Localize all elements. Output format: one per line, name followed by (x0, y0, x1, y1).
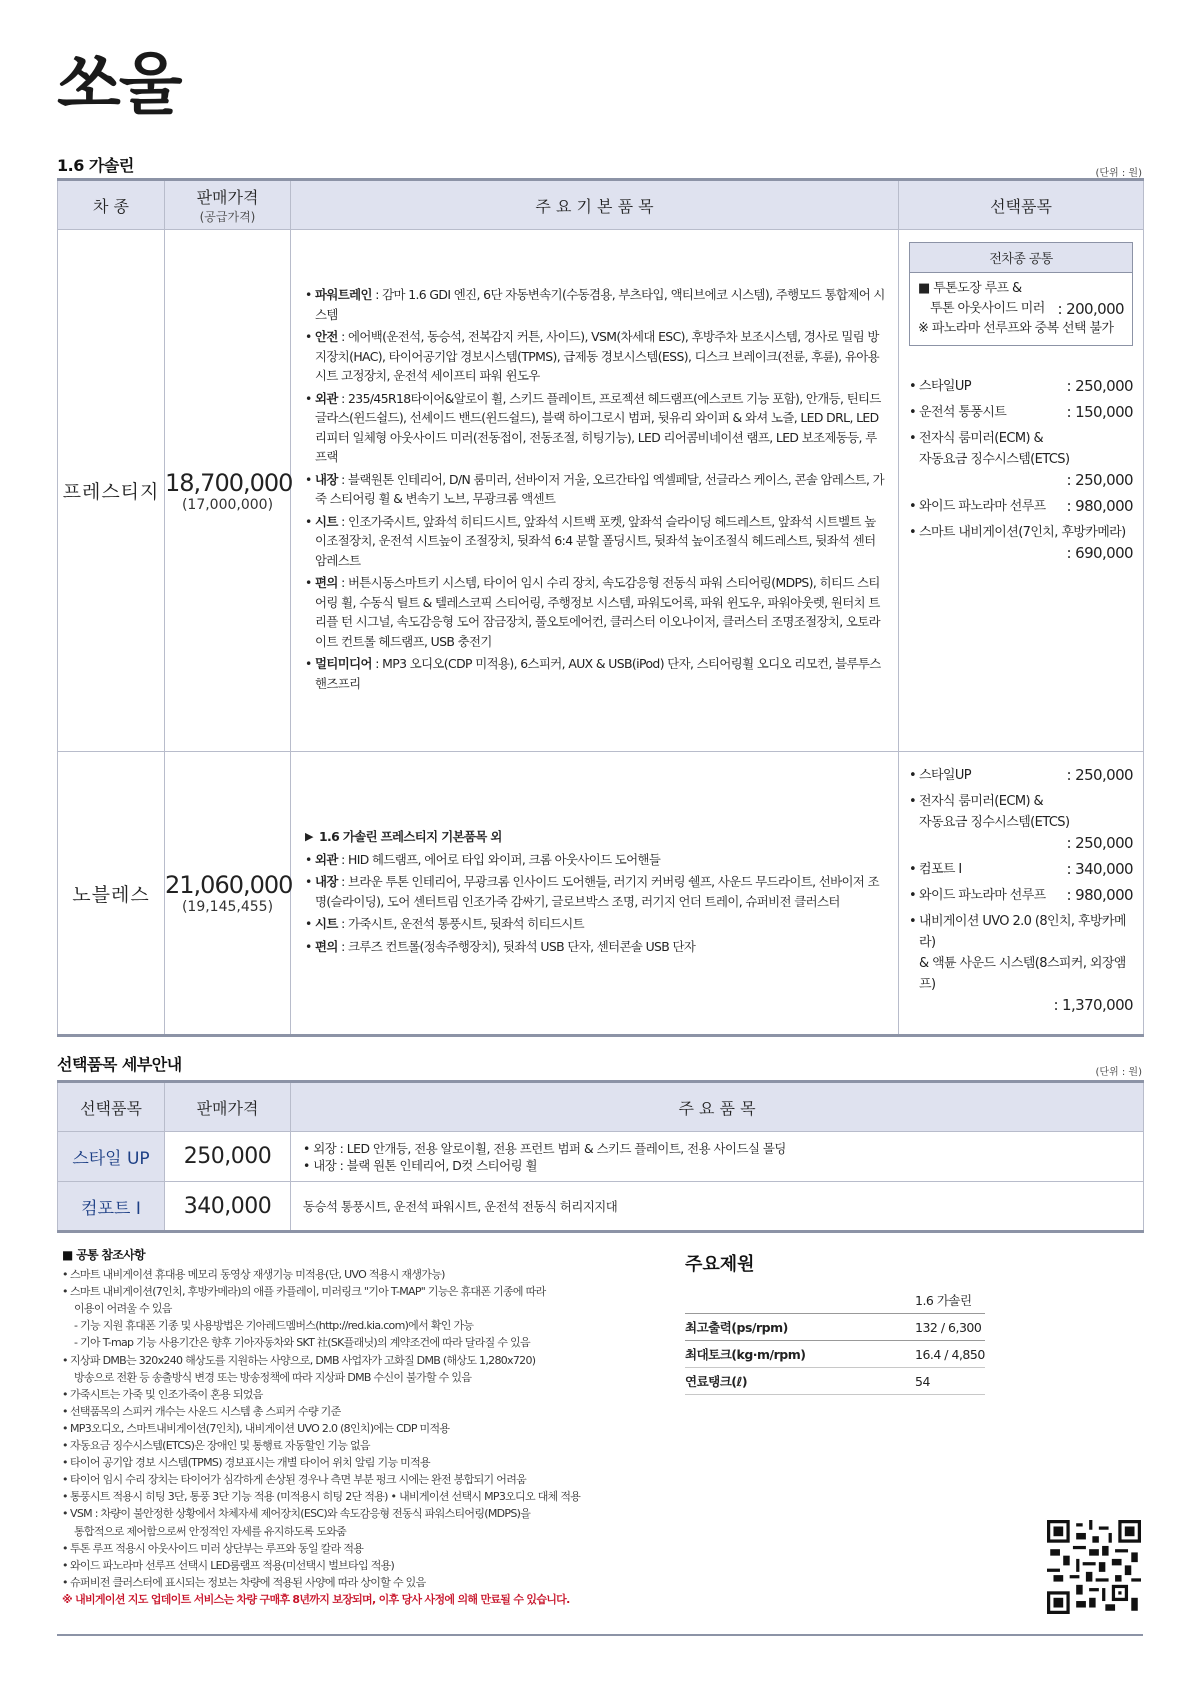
price-noblesse: 21,060,000 (165, 871, 293, 899)
qr-code-icon[interactable] (1047, 1520, 1141, 1614)
option-item (909, 765, 1133, 786)
option-name: • 스마트 내비게이션(7인치, 후방카메라) (909, 522, 1133, 543)
spec-rows (685, 1314, 985, 1395)
option-name: • 스타일UP (909, 376, 971, 397)
common-option-body (910, 273, 1132, 345)
option-item (909, 402, 1133, 423)
note-item: • 자동요금 징수시스템(ETCS)은 장애인 및 통행료 자동할인 기능 없음 (62, 1437, 652, 1454)
option-price-style-up: 250,000 (165, 1132, 291, 1182)
feature-list-noblesse-items (291, 850, 898, 957)
unit-label: (단위 : 원) (1095, 168, 1142, 179)
spec-column-label: 1.6 가솔린 (915, 1293, 972, 1308)
option-item (909, 791, 1133, 854)
note-item: • 타이어 공기압 경보 시스템(TPMS) 경보표시는 개별 타이어 위치 알림 기능 미적용 (62, 1454, 652, 1471)
common-option-line2: 투톤 아웃사이드 미러 (930, 301, 1045, 316)
option-feature-line: • 외장 : LED 안개등, 전용 알로이휠, 전용 프런트 범퍼 & 스키드 플레이트, 전용 사이드실 몰딩 (303, 1140, 786, 1156)
spec-title: 주요제원 (685, 1254, 755, 1275)
feature-list-noblesse (291, 827, 898, 847)
note-item: • MP3오디오, 스마트내비게이션(7인치), 내비게이션 UVO 2.0 (8인치)에는 CDP 미적용 (62, 1420, 652, 1437)
common-notes (62, 1247, 652, 1608)
option-item (909, 911, 1133, 1016)
note-item: - 기능 지원 휴대폰 기종 및 사용방법은 기아레드멤버스(http://red.kia.com)에서 확인 가능 (74, 1319, 474, 1333)
spec-row (685, 1314, 985, 1341)
feature-item: • 시트 : 가죽시트, 운전석 통풍시트, 뒷좌석 히티드시트 (305, 914, 886, 934)
note-item: 이용이 어려울 수 있음 (74, 1302, 172, 1316)
option-name: • 전자식 룸미러(ECM) & (909, 428, 1133, 449)
feature-item: • 내장 : 블랙원톤 인테리어, D/N 룸미러, 선바이저 거울, 오르간타입 엑셀페달, 선글라스 케이스, 콘솔 암레스트, 가죽 스티어링 휠 & 변속기 노브, 무광크롬 액센트 (305, 470, 886, 509)
feature-item: • 시트 : 인조가죽시트, 앞좌석 히티드시트, 앞좌석 시트백 포켓, 앞좌석 슬라이딩 헤드레스트, 앞좌석 시트벨트 높이조절장치, 운전석 시트높이 조절장치, 뒷좌석 6:4 분할 폴딩시트, 뒷좌석 높이조절식 헤드레스트, 뒷좌석 센터암레스트 (305, 512, 886, 571)
option-name: • 내비게이션 UVO 2.0 (8인치, 후방카메라) (909, 911, 1133, 953)
option-price: : 340,000 (1066, 860, 1133, 878)
feature-item: • 편의 : 크루즈 컨트롤(정속주행장치), 뒷좌석 USB 단자, 센터콘솔 USB 단자 (305, 937, 886, 957)
trim-name-prestige: 프레스티지 (58, 230, 165, 752)
option-name: • 와이드 파노라마 선루프 (909, 885, 1046, 906)
option-price: : 250,000 (1066, 471, 1133, 489)
section-title-gasoline: 1.6 가솔린 (57, 156, 134, 175)
option-item (909, 885, 1133, 906)
opt-header-features: 주 요 품 목 (291, 1082, 1144, 1132)
trim-price-table (57, 178, 1144, 1037)
options-noblesse (899, 752, 1144, 1036)
table-row (58, 1182, 1144, 1232)
options-wrap-prestige (899, 242, 1143, 564)
feature-category: 시트 (315, 513, 338, 529)
note-item: • 선택품목의 스피커 개수는 사운드 시스템 총 스피커 수량 기준 (62, 1403, 652, 1420)
feature-item: • 파워트레인 : 감마 1.6 GDI 엔진, 6단 자동변속기(수동겸용, 부츠타입, 액티브에코 시스템), 주행모드 통합제어 시스템 (305, 285, 886, 324)
option-price-comfort: 340,000 (165, 1182, 291, 1232)
option-name-comfort: 컴포트 I (58, 1182, 165, 1232)
option-price: : 250,000 (1066, 766, 1133, 784)
spec-row (685, 1368, 985, 1395)
header-supply-label: (공급가격) (199, 210, 256, 224)
common-option-header: 전차종 공통 (910, 243, 1132, 273)
option-name-style-up: 스타일 UP (58, 1132, 165, 1182)
price-cell-noblesse (165, 752, 291, 1036)
header-features: 주 요 기 본 품 목 (291, 180, 899, 230)
option-name: • 컴포트 I (909, 859, 962, 880)
price-cell-prestige (165, 230, 291, 752)
header-price-label: 판매가격 (196, 188, 259, 207)
table-row-prestige (58, 230, 1144, 752)
spec-key: 최고출력(ps/rpm) (685, 1320, 788, 1335)
spec-value: 54 (915, 1373, 930, 1389)
common-option-line2-row (918, 299, 1124, 319)
note-item: 방송으로 전환 등 송출방식 변경 또는 방송정책에 따라 지상파 DMB 수신이 불가할 수 있음 (74, 1370, 472, 1384)
option-list-prestige (909, 376, 1133, 564)
note-item: • 지상파 DMB는 320x240 해상도를 지원하는 사양으로, DMB 사업자가 고화질 DMB (해상도 1,280x720) (62, 1352, 652, 1369)
opt-header-price: 판매가격 (165, 1082, 291, 1132)
feature-list-prestige (291, 285, 898, 693)
feature-item: • 편의 : 버튼시동스마트키 시스템, 타이어 임시 수리 장치, 속도감응형 전동식 파워 스티어링(MDPS), 히티드 스티어링 휠, 수동식 틸트 & 텔레스코픽 스티어링, 주행정보 시스템, 파워도어록, 파워 윈도우, 파워아웃렛, 원터치 트리플 턴 시그널, 속도감응형 도어 잠금장치, 풀오토에어컨, 클러스터 이오나이저, 클러스터 조명조절장치, 오토라이트 컨트롤 헤드램프, USB 충전기 (305, 573, 886, 651)
header-trim: 차 종 (58, 180, 165, 230)
features-noblesse (291, 752, 899, 1036)
common-option-note: ※ 파노라마 선루프와 중복 선택 불가 (918, 321, 1114, 336)
header-price (165, 180, 291, 230)
notes-header: ■ 공통 참조사항 (62, 1248, 145, 1262)
feature-category: 멀티미디어 (315, 656, 372, 671)
option-name-cont: 자동요금 징수시스템(ETCS) (919, 452, 1070, 467)
feature-item: • 멀티미디어 : MP3 오디오(CDP 미적용), 6스피커, AUX & USB(iPod) 단자, 스티어링휠 오디오 리모컨, 블루투스 핸즈프리 (305, 654, 886, 693)
feature-category: 내장 (315, 471, 338, 487)
feature-category: 파워트레인 (315, 287, 372, 302)
option-item (909, 376, 1133, 397)
option-name: • 전자식 룸미러(ECM) & (909, 791, 1133, 812)
trim-name-noblesse: 노블레스 (58, 752, 165, 1036)
notes-warning: ※ 내비게이션 지도 업데이트 서비스는 차량 구매후 8년까지 보장되며, 이후 당사 사정에 의해 만료될 수 있습니다. (62, 1592, 570, 1606)
option-item (909, 496, 1133, 517)
feature-item: • 안전 : 에어백(운전석, 동승석, 전복감지 커튼, 사이드), VSM(차세대 ESC), 후방주차 보조시스템, 경사로 밀림 방지장치(HAC), 타이어공기압 경보시스템(TPMS), 급제동 경보시스템(ESS), 디스크 브레이크(전륜, 후륜), 유아용 시트 고정장치, 운전석 세이프티 파워 윈도우 (305, 327, 886, 386)
options-prestige (899, 230, 1144, 752)
option-price: : 690,000 (1066, 544, 1133, 562)
feature-category: 시트 (315, 916, 338, 931)
option-features-style-up (291, 1132, 1144, 1182)
note-item: - 기아 T-map 기능 사용기간은 향후 기아자동차와 SKT 社(SK플래닛)의 계약조건에 따라 달라질 수 있음 (74, 1336, 530, 1350)
option-price: : 980,000 (1066, 497, 1133, 515)
option-name-cont: 자동요금 징수시스템(ETCS) (919, 815, 1070, 830)
option-price: : 150,000 (1066, 403, 1133, 421)
header-options: 선택품목 (899, 180, 1144, 230)
option-feature-line: 동승석 통풍시트, 운전석 파워시트, 운전석 전동식 허리지지대 (303, 1198, 618, 1214)
note-item: • VSM : 차량이 불안정한 상황에서 차체자세 제어장치(ESC)와 속도감응형 전동식 파워스티어링(MDPS)을 (62, 1505, 652, 1522)
section-title-option-detail: 선택품목 세부안내 (57, 1055, 182, 1074)
note-item: • 와이드 파노라마 선루프 선택시 LED룸램프 적용(미선택시 벌브타입 적용) (62, 1557, 652, 1574)
notes-list (62, 1266, 652, 1591)
note-item: • 가죽시트는 가죽 및 인조가죽이 혼용 되었음 (62, 1386, 652, 1403)
option-item (909, 428, 1133, 491)
note-item: • 스마트 내비게이션 휴대용 메모리 동영상 재생기능 미적용(단, UVO 적용시 재생가능) (62, 1266, 652, 1283)
spec-key: 최대토크(kg·m/rpm) (685, 1347, 806, 1362)
supply-price-prestige: (17,000,000) (181, 496, 274, 513)
note-item: • 슈퍼비전 클러스터에 표시되는 정보는 차량에 적용된 사양에 따라 상이할 수 있음 (62, 1574, 652, 1591)
supply-price-noblesse: (19,145,455) (181, 899, 274, 915)
common-option-line1: ■ 투톤도장 루프 & (918, 281, 1022, 296)
feature-category: 편의 (315, 938, 338, 954)
opt-header-name: 선택품목 (58, 1082, 165, 1132)
note-item: • 통풍시트 적용시 히팅 3단, 통풍 3단 기능 적용 (미적용시 히팅 2단 적용) • 내비게이션 선택시 MP3오디오 대체 적용 (62, 1488, 652, 1505)
price-prestige: 18,700,000 (165, 468, 293, 497)
feature-item: • 내장 : 브라운 투톤 인테리어, 무광크롬 인사이드 도어핸들, 러기지 커버링 쉘프, 사운드 무드라이트, 선바이저 조명(슬라이딩), 도어 센터트림 인조가죽 감싸기, 글로브박스 조명, 러기지 언더 트레이, 슈퍼비전 클러스터 (305, 872, 886, 911)
option-price: : 1,370,000 (1053, 996, 1133, 1014)
features-prestige (291, 230, 899, 752)
option-item (909, 522, 1133, 564)
option-list-noblesse (899, 765, 1143, 1016)
option-name: • 와이드 파노라마 선루프 (909, 496, 1046, 517)
feature-category: 편의 (315, 575, 338, 590)
page-title: 쏘울 (57, 46, 181, 123)
option-price: : 980,000 (1066, 886, 1133, 904)
feature-category: 외관 (315, 390, 338, 406)
option-price: : 250,000 (1066, 377, 1133, 395)
noblesse-intro: ▶ 1.6 가솔린 프레스티지 기본품목 외 (305, 827, 886, 847)
spec-value: 16.4 / 4,850 (915, 1346, 985, 1362)
common-option-price: : 200,000 (1057, 300, 1124, 318)
table-row (58, 1132, 1144, 1182)
common-option-box (909, 242, 1133, 346)
bottom-divider (57, 1634, 1143, 1636)
option-features-comfort (291, 1182, 1144, 1232)
feature-item: • 외관 : HID 헤드램프, 에어로 타입 와이퍼, 크롬 아웃사이드 도어핸들 (305, 850, 886, 870)
spec-header-row (685, 1287, 985, 1314)
option-feature-line: • 내장 : 블랙 원톤 인테리어, D컷 스티어링 휠 (303, 1157, 537, 1173)
spec-value: 132 / 6,300 (915, 1319, 982, 1335)
note-item: • 스마트 내비게이션(7인치, 후방카메라)의 애플 카플레이, 미러링크 "기아 T-MAP" 기능은 휴대폰 기종에 따라 (62, 1283, 652, 1300)
unit-label-2: (단위 : 원) (1095, 1067, 1142, 1078)
feature-category: 안전 (315, 329, 338, 344)
table-row-noblesse (58, 752, 1144, 1036)
note-item: 통합적으로 제어함으로써 안정적인 자세를 유지하도록 도와줌 (74, 1524, 347, 1538)
option-item (909, 859, 1133, 880)
note-item: • 타이어 임시 수리 장치는 타이어가 심각하게 손상된 경우나 측면 부분 펑크 시에는 완전 봉합되기 어려움 (62, 1471, 652, 1488)
feature-item: • 외관 : 235/45R18타이어&알로이 휠, 스키드 플레이트, 프로젝션 헤드램프(에스코트 기능 포함), 안개등, 틴티드 글라스(윈드쉴드), 선셰이드 밴드(윈드쉴드), 블랙 하이그로시 범퍼, 뒷유리 와이퍼 & 와셔 노즐, LED DRL, LED 리피터 일체형 아웃사이드 미러(전동접이, 전동조절, 히팅기능), LED 리어콤비네이션 램프, LED 보조제동등, 루프랙 (305, 389, 886, 467)
feature-category: 외관 (315, 851, 338, 867)
option-name-cont: & 액튠 사운드 시스템(8스피커, 외장앰프) (919, 956, 1126, 992)
feature-category: 내장 (315, 874, 338, 889)
spec-table (685, 1287, 985, 1395)
spec-row (685, 1341, 985, 1368)
option-price: : 250,000 (1066, 834, 1133, 852)
spec-key: 연료탱크(ℓ) (685, 1374, 748, 1389)
note-item: • 투톤 루프 적용시 아웃사이드 미러 상단부는 루프와 동일 칼라 적용 (62, 1540, 652, 1557)
option-detail-table (57, 1080, 1144, 1233)
option-name: • 스타일UP (909, 765, 971, 786)
option-name: • 운전석 통풍시트 (909, 402, 1006, 423)
